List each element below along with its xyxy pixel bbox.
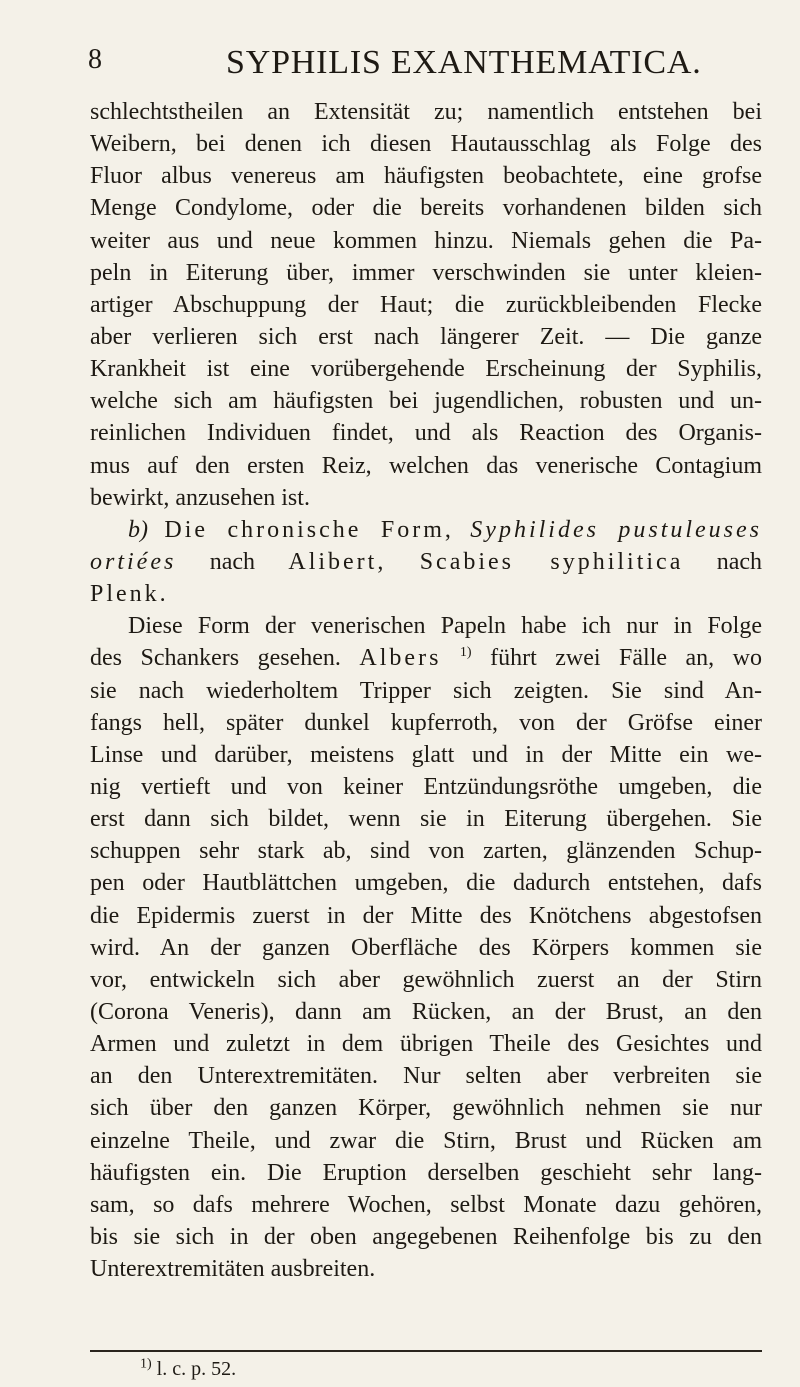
- text-line: an den Unterextremitäten. Nur selten aber verbreiten sie: [90, 1063, 762, 1090]
- section-heading-line: [90, 514, 762, 546]
- text-fragment: führt zwei Fälle an, wo: [490, 645, 762, 672]
- text-line: Unterextremitäten ausbreiten.: [90, 1256, 376, 1283]
- text-line: vor, entwickeln sich aber gewöhnlich zuerst an der Stirn: [90, 966, 762, 993]
- text-line: weiter aus und neue kommen hinzu. Niemals gehen die Pa-: [90, 227, 762, 254]
- page-number: 8: [88, 44, 103, 75]
- synonym-name: Scabies syphilitica: [419, 548, 684, 575]
- section-label: b): [128, 516, 148, 543]
- section-title: Die chronische Form,: [164, 516, 454, 543]
- text-line: Fluor albus venereus am häufigsten beobachtete, eine grofse: [90, 163, 762, 190]
- text-line: einzelne Theile, und zwar die Stirn, Brust und Rücken am: [90, 1127, 762, 1154]
- text-line: wird. An der ganzen Oberfläche des Körpers kommen sie: [90, 934, 762, 961]
- section-heading-line: [90, 578, 762, 610]
- nach-word: nach: [209, 548, 255, 575]
- text-line: Menge Condylome, oder die bereits vorhandenen bilden sich: [90, 195, 762, 222]
- nach-word: nach: [716, 548, 763, 575]
- text-line: welche sich am häufigsten bei jugendlichen, robusten und un-: [90, 388, 762, 415]
- text-line: aber verlieren sich erst nach längerer Zeit. — Die ganze: [90, 323, 762, 350]
- text-line: mus auf den ersten Reiz, welchen das venerische Contagium: [90, 452, 762, 479]
- text-line: Linse und darüber, meistens glatt und in der Mitte ein we-: [90, 741, 762, 768]
- latin-name: Syphilides pustuleuses: [470, 516, 763, 543]
- author-name: Alibert,: [288, 548, 387, 575]
- text-line: fangs hell, später dunkel kupferroth, von der Gröfse einer: [90, 709, 762, 736]
- text-line: erst dann sich bildet, wenn sie in Eiterung übergehen. Sie: [90, 806, 762, 833]
- text-fragment: des Schankers gesehen.: [90, 645, 341, 672]
- author-name: Plenk.: [90, 581, 169, 608]
- latin-name-cont: ortiées: [90, 548, 177, 575]
- text-line: häufigsten ein. Die Eruption derselben geschieht sehr lang-: [90, 1159, 762, 1186]
- footnote-divider: [90, 1350, 762, 1352]
- text-line: Armen und zuletzt in dem übrigen Theile des Gesichtes und: [90, 1031, 762, 1058]
- section-heading-line: [90, 546, 762, 578]
- text-line: schlechtstheilen an Extensität zu; namentlich entstehen bei: [90, 99, 762, 125]
- footnote-text: l. c. p. 52.: [156, 1358, 237, 1380]
- text-line: die Epidermis zuerst in der Mitte des Knötchens abgestofsen: [90, 902, 762, 929]
- text-line: sie nach wiederholtem Tripper sich zeigten. Sie sind An-: [90, 677, 762, 704]
- text-line: Diese Form der venerischen Papeln habe ich nur in Folge: [128, 613, 762, 640]
- text-line: (Corona Veneris), dann am Rücken, an der Brust, an den: [90, 998, 762, 1025]
- text-line: peln in Eiterung über, immer verschwinden sie unter kleien-: [90, 259, 762, 286]
- text-line: artiger Abschuppung der Haut; die zurückbleibenden Flecke: [90, 291, 762, 318]
- running-head: SYPHILIS EXANTHEMATICA.: [226, 44, 702, 81]
- author-name: Albers: [359, 645, 442, 672]
- text-line: pen oder Hautblättchen umgeben, die dadurch entstehen, dafs: [90, 870, 762, 897]
- page-header: [0, 44, 800, 84]
- footnote-reference: 1): [459, 645, 472, 661]
- text-line: nig vertieft und von keiner Entzündungsröthe umgeben, die: [90, 773, 762, 800]
- text-line: [90, 642, 762, 674]
- text-line: schuppen sehr stark ab, sind von zarten, glänzenden Schup-: [90, 838, 762, 865]
- text-line: reinlichen Individuen findet, und als Reaction des Organis-: [90, 420, 762, 447]
- text-line: Krankheit ist eine vorübergehende Erscheinung der Syphilis,: [90, 356, 762, 383]
- text-line: bewirkt, anzusehen ist.: [90, 484, 310, 511]
- text-line: sich über den ganzen Körper, gewöhnlich nehmen sie nur: [90, 1095, 762, 1122]
- text-line: bis sie sich in der oben angegebenen Reihenfolge bis zu den: [90, 1223, 762, 1250]
- body-text: [90, 96, 762, 1285]
- footnote: [140, 1358, 236, 1381]
- text-line: sam, so dafs mehrere Wochen, selbst Monate dazu gehören,: [90, 1191, 762, 1218]
- footnote-marker: 1): [140, 1356, 152, 1372]
- text-line: Weibern, bei denen ich diesen Hautausschlag als Folge des: [90, 131, 762, 158]
